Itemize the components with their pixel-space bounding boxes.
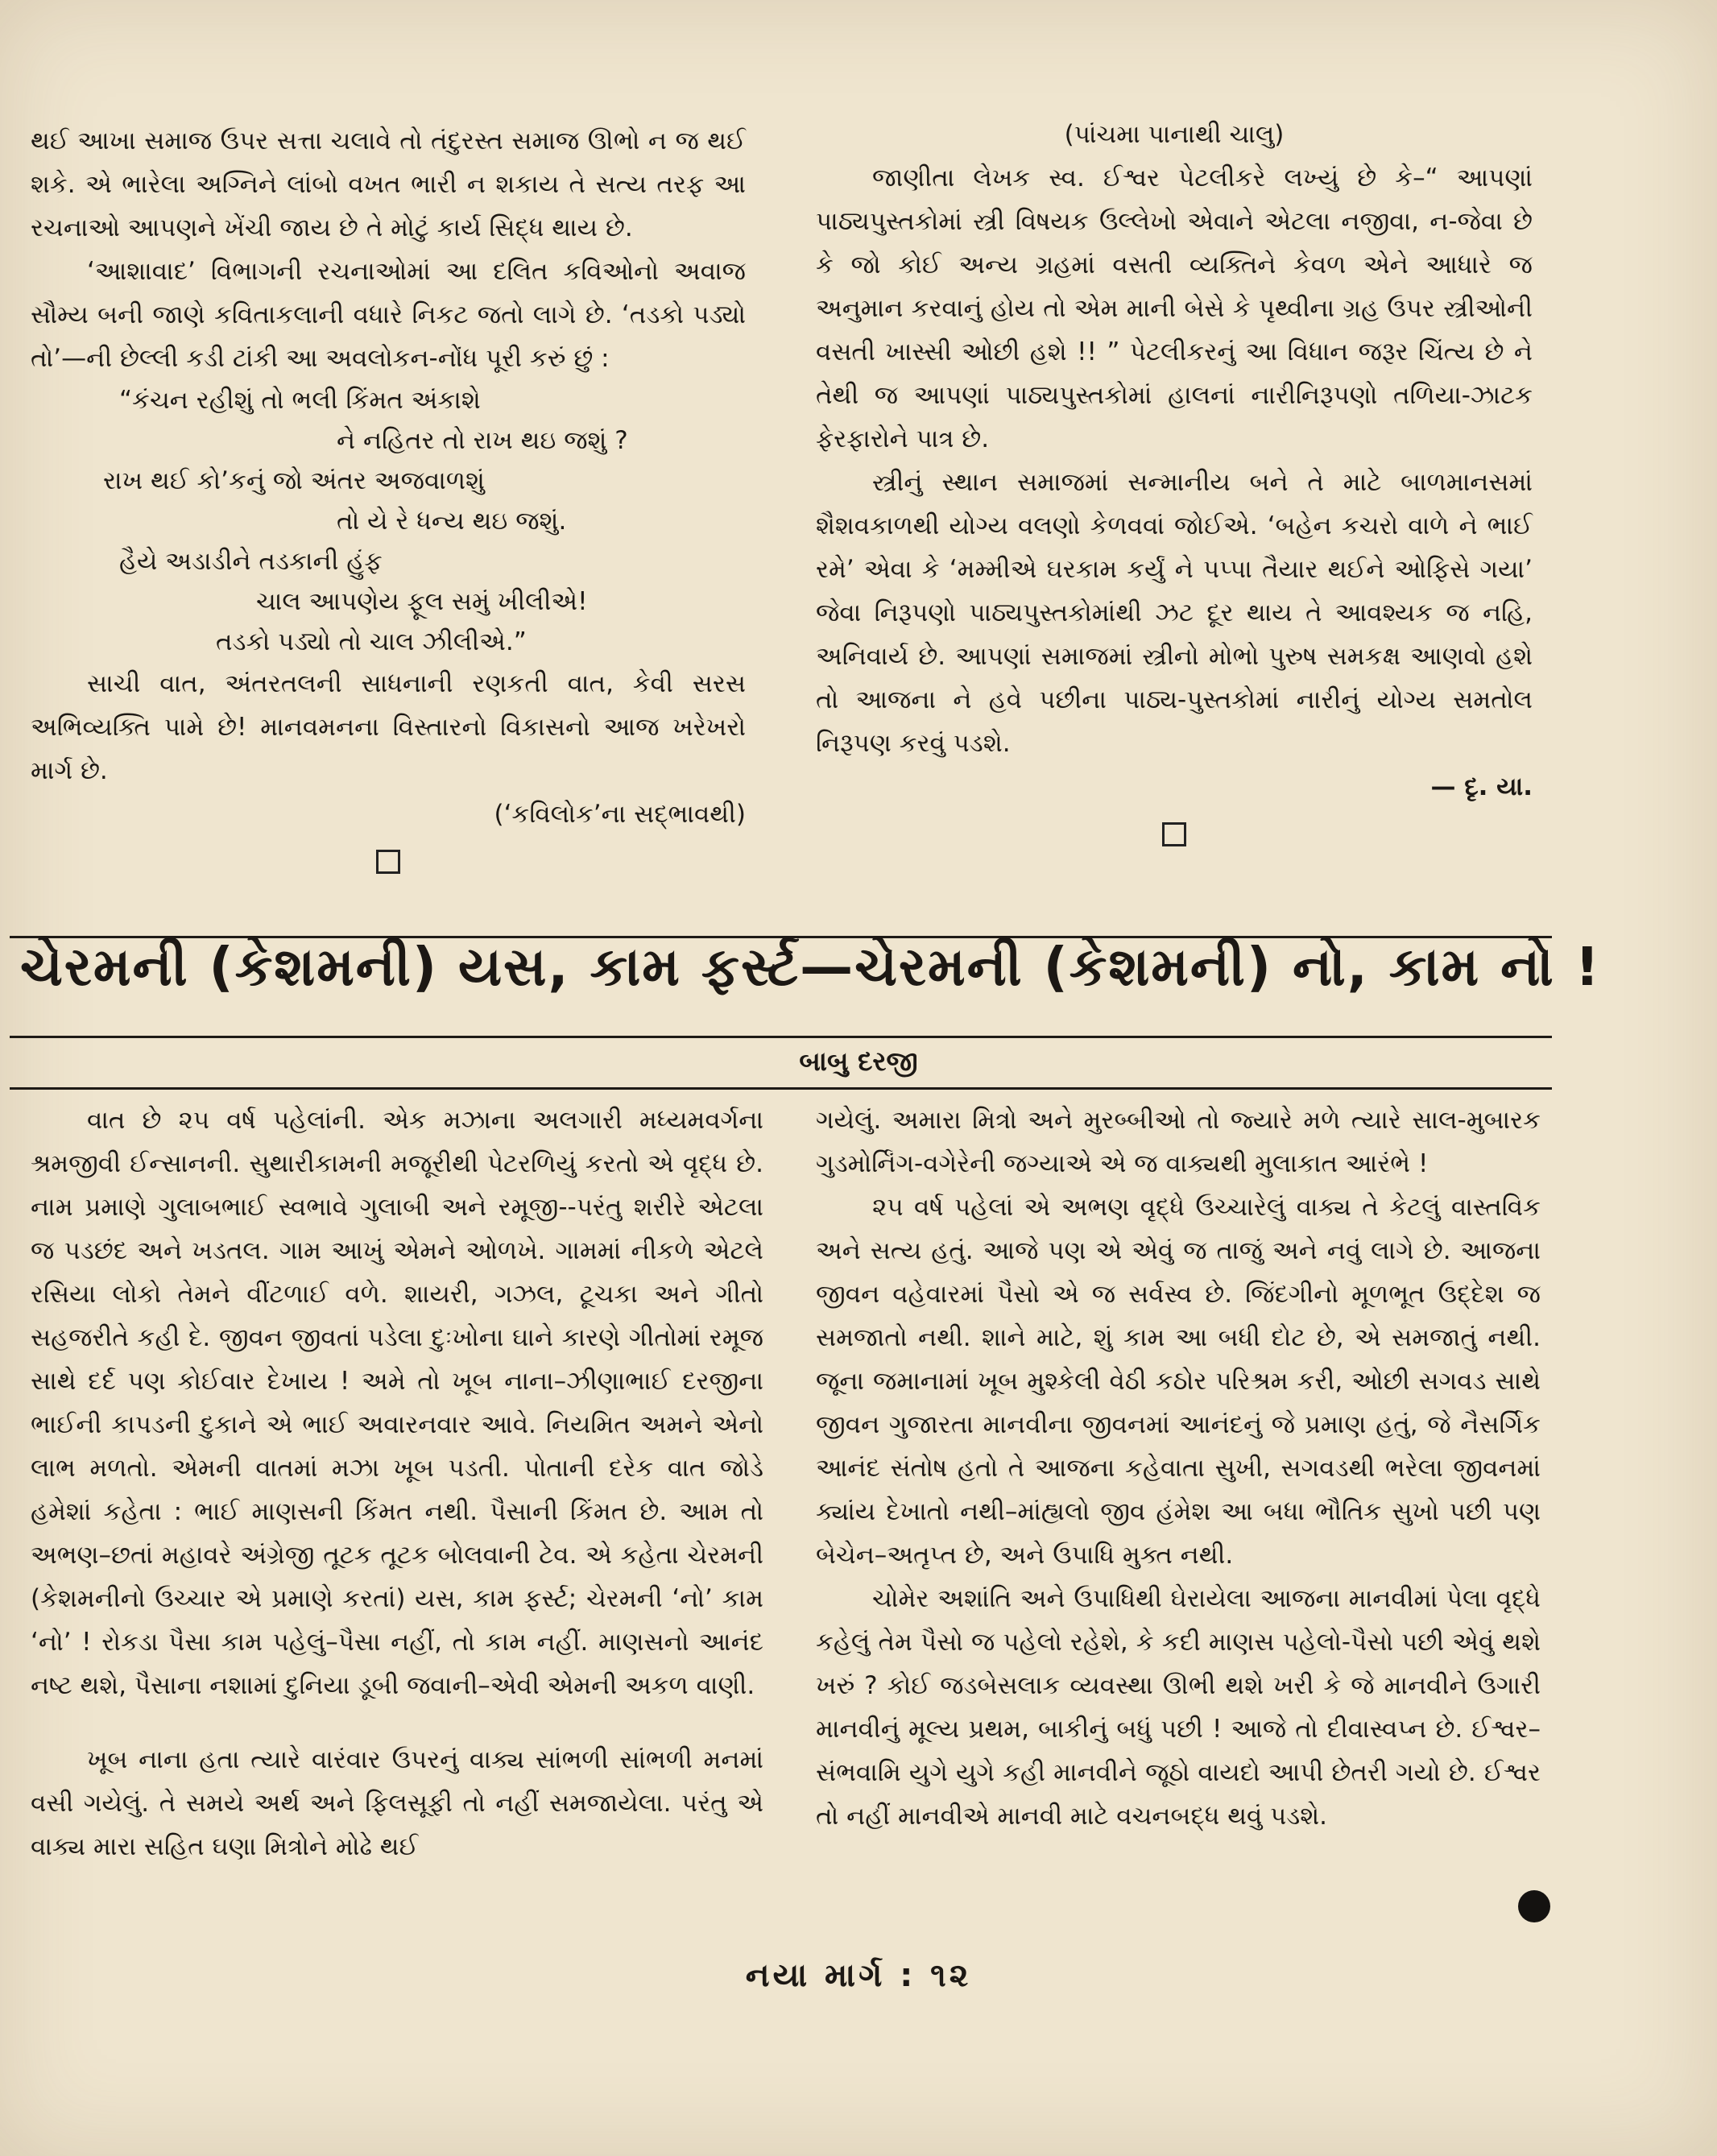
paragraph: ગયેલું. અમારા મિત્રો અને મુરબ્બીઓ તો જ્યારે મળે ત્યારે સાલ-મુબારક ગુડમોર્નિંગ-વગેરેની જગ્યાએ એ જ વાક્યથી મુલાકાત આરંભે ! bbox=[816, 1106, 1541, 1178]
poem-line: ને નહિતર તો રાખ થઇ જશું ? bbox=[337, 426, 628, 455]
poem-line: હૈયે અડાડીને તડકાની હુંફ bbox=[119, 547, 383, 576]
poem-line: તડકો પડ્યો તો ચાલ ઝીલીએ.” bbox=[216, 627, 527, 656]
top-left-column bbox=[31, 119, 746, 888]
poem-quote bbox=[31, 380, 746, 662]
author-byline: બાબુ દરજી bbox=[799, 1045, 918, 1077]
signature: — દૃ. યા. bbox=[1430, 772, 1533, 801]
poem-line: “કંચન રહીશું તો ભલી કિંમત અંકાશે bbox=[119, 386, 481, 415]
end-mark-dot-icon bbox=[1518, 1890, 1550, 1922]
end-mark-square-icon bbox=[1162, 822, 1186, 846]
paragraph: સ્ત્રીનું સ્થાન સમાજમાં સન્માનીય બને તે માટે બાળમાનસમાં શૈશવકાળથી યોગ્ય વલણો કેળવવાં જોઈએ. ‘બહેન કચરો વાળે ને ભાઈ રમે’ એવા કે ‘મમ્મીએ ઘરકામ કર્યું ને પપ્પા તૈયાર થઈને ઓફિસે ગયા’ જેવા નિરૂપણો પાઠ્યપુસ્તકોમાંથી ઝટ દૂર થાય તે આવશ્યક જ નહિ, અનિવાર્ય છે. આપણાં સમાજમાં સ્ત્રીનો મોભો પુરુષ સમકક્ષ આણવો હશે તો આજના ને હવે પછીના પાઠ્ય-પુસ્તકોમાં નારીનું યોગ્ય સમતોલ નિરૂપણ કરવું પડશે. bbox=[816, 468, 1533, 758]
page-footer: નયા માર્ગ : ૧૨ bbox=[745, 1957, 972, 1994]
paragraph: થઈ આખા સમાજ ઉપર સત્તા ચલાવે તો તંદુરસ્ત સમાજ ઊભો ન જ થઈ શકે. એ ભારેલા અગ્નિને લાંબો વખત ભારી ન શકાય તે સત્ય તરફ આ રચનાઓ આપણને ખેંચી જાય છે તે મોટું કાર્ય સિદ્ધ થાય છે. bbox=[31, 126, 746, 242]
poem-line: ચાલ આપણેય ફૂલ સમું ખીલીએ! bbox=[256, 587, 588, 616]
paragraph: સાચી વાત, અંતરતલની સાધનાની રણકતી વાત, કેવી સરસ અભિવ્યક્તિ પામે છે! માનવમનના વિસ્તારનો વિકાસનો આજ ખરેખરો માર્ગ છે. bbox=[31, 669, 746, 785]
end-mark-square-icon bbox=[376, 850, 400, 874]
article-headline: ચેરમની (કેશમની) યસ, કામ ફર્સ્ટ—ચેરમની (કેશમની) નો, કામ નો ! bbox=[20, 936, 1601, 998]
article-right-column bbox=[816, 1099, 1541, 1838]
paragraph: ચોમેર અશાંતિ અને ઉપાધિથી ઘેરાયેલા આજના માનવીમાં પેલા વૃદ્ધે કહેલું તેમ પૈસો જ પહેલો રહેશે, કે કદી માણસ પહેલો-પૈસો પછી એવું થશે ખરું ? કોઈ જડબેસલાક વ્યવસ્થા ઊભી થશે ખરી કે જે માનવીને ઉગારી માનવીનું મૂલ્ય પ્રથમ, બાકીનું બધું પછી ! આજે તો દીવાસ્વપ્ન છે. ઈશ્વર–સંભવામિ યુગે યુગે કહી માનવીને જૂઠો વાયદો આપી છેતરી ગયો છે. ઈશ્વર તો નહીં માનવીએ માનવી માટે વચનબદ્ધ થવું પડશે. bbox=[816, 1584, 1541, 1831]
continued-note: (પાંચમા પાનાથી ચાલુ) bbox=[1064, 120, 1285, 149]
paragraph: વાત છે ૨૫ વર્ષ પહેલાંની. એક મઝાના અલગારી મધ્યમવર્ગના શ્રમજીવી ઈન્સાનની. સુથારીકામની મજૂરીથી પેટરળિયું કરતો એ વૃદ્ધ છે. નામ પ્રમાણે ગુલાબભાઈ સ્વભાવે ગુલાબી અને રમૂજી--પરંતુ શરીરે એટલા જ પડછંદ અને ખડતલ. ગામ આખું એમને ઓળખે. ગામમાં નીકળે એટલે રસિયા લોકો તેમને વીંટળાઈ વળે. શાયરી, ગઝલ, ટૂચકા અને ગીતો સહજરીતે કહી દે. જીવન જીવતાં પડેલા દુઃખોના ઘાને કારણે ગીતોમાં રમૂજ સાથે દર્દ પણ કોઈવાર દેખાય ! અમે તો ખૂબ નાના–ઝીણાભાઈ દરજીના ભાઈની કાપડની દુકાને એ ભાઈ અવારનવાર આવે. નિયમિત અમને એનો લાભ મળતો. એમની વાતમાં મઝા ખૂબ પડતી. પોતાની દરેક વાત જોડે હમેશાં કહેતા : ભાઈ માણસની કિંમત નથી. પૈસાની કિંમત છે. આમ તો અભણ–છતાં મહાવરે અંગ્રેજી તૂટક તૂટક બોલવાની ટેવ. એ કહેતા ચેરમની (કેશમનીનો ઉચ્ચાર એ પ્રમાણે કરતાં) યસ, કામ ફર્સ્ટ; ચેરમની ‘નો’ કામ ‘નો’ ! રોકડા પૈસા કામ પહેલું–પૈસા નહીં, તો કામ નહીં. માણસનો આનંદ નષ્ટ થશે, પૈસાના નશામાં દુનિયા ડૂબી જવાની–એવી એમની અકળ વાણી. bbox=[31, 1106, 763, 1700]
poem-line: રાખ થઈ કો’કનું જો અંતર અજવાળશું bbox=[103, 466, 485, 495]
headline-rule bbox=[10, 1036, 1552, 1038]
paragraph: ‘આશાવાદ’ વિભાગની રચનાઓમાં આ દલિત કવિઓનો અવાજ સૌમ્ય બની જાણે કવિતાકલાની વધારે નિકટ જતો લાગે છે. ‘તડકો પડ્યો તો’—ની છેલ્લી કડી ટાંકી આ અવલોકન-નોંધ પૂરી કરું છું : bbox=[31, 257, 746, 373]
paragraph: ખૂબ નાના હતા ત્યારે વારંવાર ઉપરનું વાક્ય સાંભળી સાંભળી મનમાં વસી ગયેલું. તે સમયે અર્થ અને ફિલસૂફી તો નહીં સમજાયેલા. પરંતુ એ વાક્ય મારા સહિત ઘણા મિત્રોને મોઢે થઈ bbox=[31, 1745, 763, 1861]
paragraph: જાણીતા લેખક સ્વ. ઈશ્વર પેટલીકરે લખ્યું છે કે–“ આપણાં પાઠ્યપુસ્તકોમાં સ્ત્રી વિષયક ઉલ્લેખો એવાને એટલા નજીવા, ન-જેવા છે કે જો કોઈ અન્ય ગ્રહમાં વસતી વ્યક્તિને કેવળ એને આધારે જ અનુમાન કરવાનું હોય તો એમ માની બેસે કે પૃથ્વીના ગ્રહ ઉપર સ્ત્રીઓની વસતી ખાસ્સી ઓછી હશે !! ” પેટલીકરનું આ વિધાન જરૂર ચિંત્ય છે ને તેથી જ આપણાં પાઠ્યપુસ્તકોમાં હાલનાં નારીનિરૂપણો તળિયા-ઝાટક ફેરફારોને પાત્ર છે. bbox=[816, 163, 1533, 453]
poem-line: તો યે રે ધન્ય થઇ જશું. bbox=[337, 507, 567, 536]
top-right-column bbox=[816, 113, 1533, 860]
paragraph: ૨૫ વર્ષ પહેલાં એ અભણ વૃદ્ધે ઉચ્ચારેલું વાક્ય તે કેટલું વાસ્તવિક અને સત્ય હતું. આજે પણ એ એવું જ તાજું અને નવું લાગે છે. આજના જીવન વહેવારમાં પૈસો એ જ સર્વસ્વ છે. જિંદગીનો મૂળભૂત ઉદ્દેશ જ સમજાતો નથી. શાને માટે, શું કામ આ બધી દોટ છે, એ સમજાતું નથી. જૂના જમાનામાં ખૂબ મુશ્કેલી વેઠી કઠોર પરિશ્રમ કરી, ઓછી સગવડ સાથે જીવન ગુજારતા માનવીના જીવનમાં આનંદનું જે પ્રમાણ હતું, જે નૈસર્ગિક આનંદ સંતોષ હતો તે આજના કહેવાતા સુખી, સગવડથી ભરેલા જીવનમાં ક્યાંય દેખાતો નથી–માંહ્યલો જીવ હંમેશ આ બધા ભૌતિક સુખો પછી પણ બેચેન–અતૃપ્ત છે, અને ઉપાધિ મુક્ત નથી. bbox=[816, 1193, 1541, 1570]
byline-rule bbox=[10, 1087, 1552, 1090]
source-credit: (‘કવિલોક’ના સદ્‌ભાવથી) bbox=[494, 800, 746, 829]
article-left-column bbox=[31, 1099, 763, 1868]
